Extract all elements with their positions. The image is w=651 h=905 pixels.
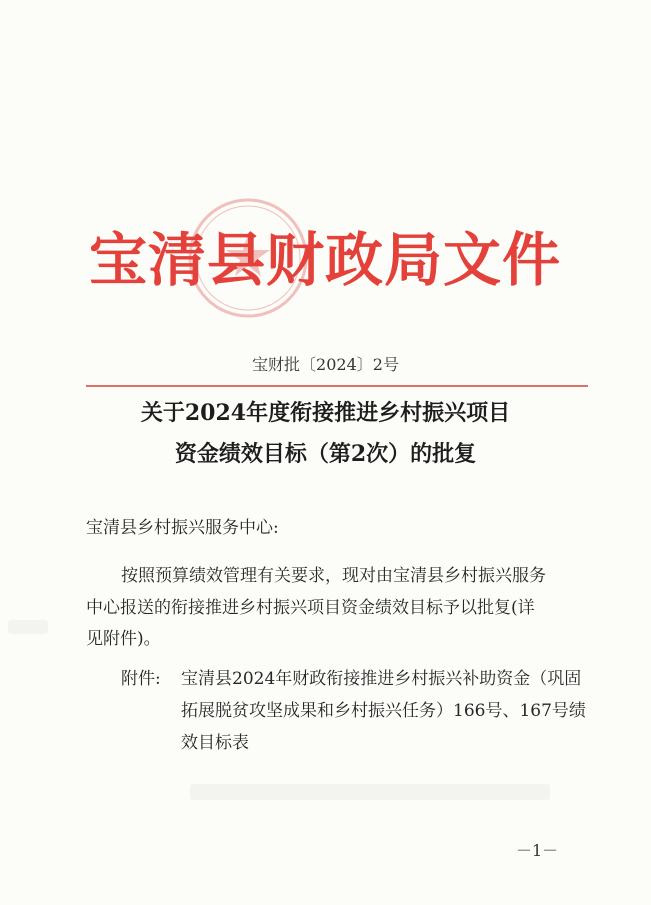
- paragraph-line: 见附件)。: [86, 629, 161, 649]
- paragraph-line: 中心报送的衔接推进乡村振兴项目资金绩效目标予以批复(详: [86, 598, 535, 618]
- attachment-line: 效目标表: [181, 733, 249, 753]
- page-number: －1－: [516, 841, 559, 860]
- red-divider-line: [86, 385, 588, 387]
- document-number: 宝财批〔2024〕2号: [252, 355, 399, 374]
- attachment-line: 拓展脱贫攻坚成果和乡村振兴任务）166号、167号绩: [181, 701, 586, 721]
- attachment-label: 附件:: [121, 669, 161, 689]
- issuing-office-header: 宝清县财政局文件: [88, 226, 561, 294]
- document-title-line-2: 资金绩效目标（第2次）的批复: [174, 441, 477, 467]
- attachment-line: 宝清县2024年财政衔接推进乡村振兴补助资金（巩固: [181, 669, 582, 689]
- document-title-line-1: 关于2024年度衔接推进乡村振兴项目: [140, 400, 511, 426]
- paragraph-line: 按照预算绩效管理有关要求，现对由宝清县乡村振兴服务: [121, 566, 546, 586]
- scan-smudge: [190, 784, 550, 800]
- scan-smudge: [8, 620, 48, 634]
- recipient-line: 宝清县乡村振兴服务中心:: [86, 518, 279, 538]
